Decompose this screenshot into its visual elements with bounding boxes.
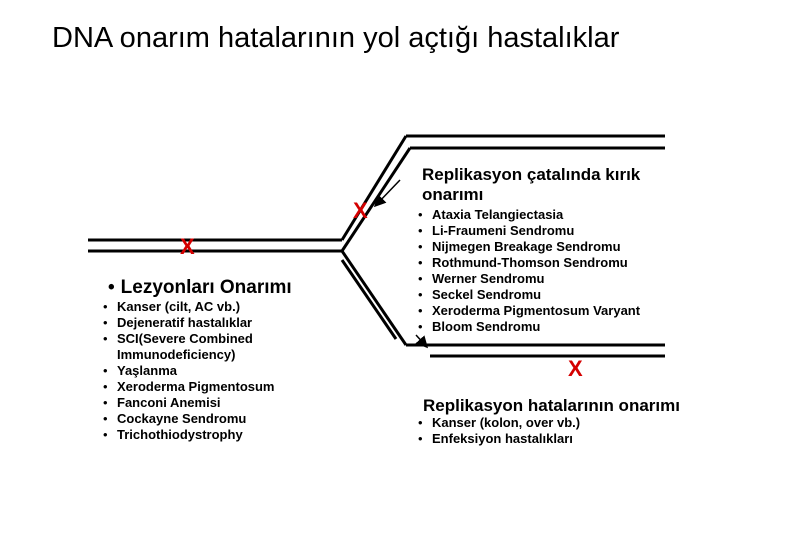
list-item: • Li-Fraumeni Sendromu	[418, 223, 678, 239]
fork-break-disease-list	[418, 207, 678, 335]
list-item: • Ataxia Telangiectasia	[418, 207, 678, 223]
replication-error-x-mark: X	[568, 356, 583, 381]
list-item: • Yaşlanma	[103, 363, 303, 379]
replication-error-repair-heading: Replikasyon hatalarının onarımı	[423, 396, 680, 415]
lesion-repair-heading-text: Lezyonları Onarımı	[120, 277, 292, 298]
list-item: • Trichothiodystrophy	[103, 427, 303, 443]
lower-fork-arm-inner	[342, 260, 396, 339]
list-item: • Xeroderma Pigmentosum Varyant	[418, 303, 678, 319]
list-item: • SCI(Severe Combined Immunodeficiency)	[103, 331, 303, 363]
lesion-x-mark: X	[180, 234, 195, 259]
lesion-repair-heading	[108, 277, 292, 299]
replication-error-disease-list	[418, 415, 678, 447]
list-item: • Bloom Sendromu	[418, 319, 678, 335]
lower-fork-arm-outer	[342, 251, 406, 345]
list-item: • Nijmegen Breakage Sendromu	[418, 239, 678, 255]
list-item: • Dejeneratif hastalıklar	[103, 315, 303, 331]
bullet-icon: •	[108, 277, 115, 298]
list-item: • Fanconi Anemisi	[103, 395, 303, 411]
upper-fork-arm-outer	[342, 136, 406, 240]
list-item: • Kanser (cilt, AC vb.)	[103, 299, 303, 315]
slide-title: DNA onarım hatalarının yol açtığı hastalıklar	[52, 22, 620, 54]
list-item: • Cockayne Sendromu	[103, 411, 303, 427]
list-item: • Rothmund-Thomson Sendromu	[418, 255, 678, 271]
list-item: • Werner Sendromu	[418, 271, 678, 287]
list-item: • Xeroderma Pigmentosum	[103, 379, 303, 395]
list-item: • Kanser (kolon, over vb.)	[418, 415, 678, 431]
fork-break-x-mark: X	[353, 198, 368, 223]
list-item: • Enfeksiyon hastalıkları	[418, 431, 678, 447]
fork-break-repair-heading: Replikasyon çatalında kırık onarımı	[422, 165, 641, 204]
list-item: • Seckel Sendromu	[418, 287, 678, 303]
lesion-repair-disease-list	[103, 299, 303, 443]
